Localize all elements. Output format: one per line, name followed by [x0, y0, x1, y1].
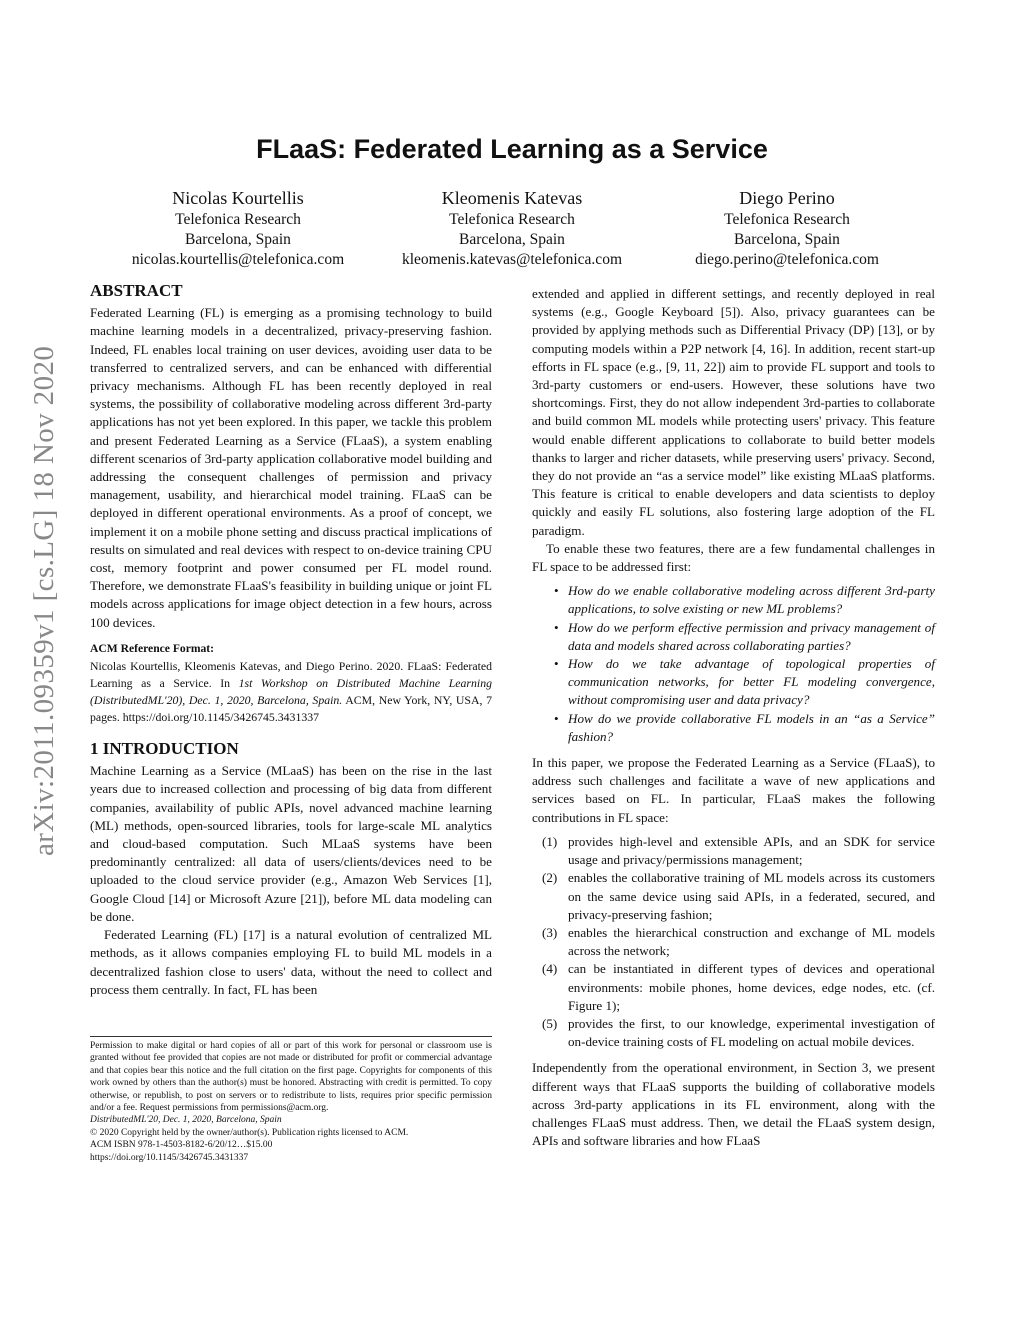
abstract-heading: ABSTRACT	[90, 281, 183, 300]
permission-notice	[90, 1040, 492, 1164]
author-affiliation: Telefonica Research	[724, 211, 850, 228]
author-email: nicolas.kourtellis@telefonica.com	[131, 251, 345, 268]
arxiv-sidebar-stamp: arXiv:2011.09359v1 [cs.LG] 18 Nov 2020	[28, 345, 60, 856]
acm-reference-heading: ACM Reference Format:	[90, 641, 215, 655]
list-text: provides high-level and extensible APIs, and an SDK for service usage and privacy/permissions management;	[568, 833, 935, 868]
author-name: Kleomenis Katevas	[441, 188, 583, 208]
list-item	[532, 833, 935, 869]
author-location: Barcelona, Spain	[459, 231, 565, 248]
list-item	[532, 1015, 935, 1051]
body-paragraph: extended and applied in different settings, and recently deployed in real systems (e.g., Google Keyboard [5]). Also, privacy guarantees can be provided by applying methods such as Differential Privacy (DP) [13], or by computing models within a P2P network [4, 16]. In addition, recent start-up efforts in FL space (e.g., [9, 11, 22]) aim to provide FL support and tools to 3rd-party customers or end-users. However, these solutions have two shortcomings. First, they do not allow independent 3rd-parties to collaborate and build common ML models while protecting users' privacy. This feature would enable different applications to collaborate to build better models thanks to larger and richer datasets, while preserving users' privacy. Second, they do not provide an “as a service model” like existing MLaaS platforms. This feature is critical to enable developers and data scientists to deploy quickly and easily FL solutions, also fostering large adoption of the FL paradigm.	[532, 286, 935, 538]
list-number: (2)	[542, 870, 558, 886]
acm-reference-venue: 1st Workshop on Distributed Machine Learning (DistributedML'20), Dec. 1, 2020, Barcelona, Spain.	[90, 676, 492, 708]
acm-reference-prefix: Nicolas Kourtellis, Kleomenis Katevas, and Diego Perino. 2020. FLaaS: Federated Learning as a Service. In	[90, 659, 492, 691]
list-item: • How do we perform effective permission and privacy management of data and models shared across collaborating parties?	[532, 619, 935, 655]
list-number: (4)	[542, 961, 558, 977]
list-text: can be instantiated in different types of devices and operational environments: mobile phones, home devices, edge nodes, etc. (cf. Figure 1);	[568, 961, 935, 1013]
permission-isbn: ACM ISBN 978-1-4503-8182-6/20/12…$15.00	[90, 1140, 273, 1151]
acm-reference-text	[90, 658, 492, 726]
intro-paragraph: Machine Learning as a Service (MLaaS) has been on the rise in the last years due to increased collection and processing of big data from different companies, availability of public APIs, novel advanced machine learning (ML) methods, open-sourced libraries, tools for large-scale ML analytics and cloud-based computation. Such MLaaS systems have been predominantly centralized: all data of users/clients/devices need to be uploaded to the cloud service provider (e.g., Amazon Web Services [1], Google Cloud [14] or Microsoft Azure [21]), before ML data modeling can be done.	[90, 763, 492, 924]
paper-title: FLaaS: Federated Learning as a Service	[256, 134, 768, 164]
author-location: Barcelona, Spain	[734, 231, 840, 248]
author-location: Barcelona, Spain	[185, 231, 291, 248]
list-text: provides the first, to our knowledge, experimental investigation of on-device training costs of FL modeling on actual mobile devices.	[568, 1015, 935, 1050]
author-block	[622, 186, 952, 270]
body-paragraph: In this paper, we propose the Federated Learning as a Service (FLaaS), to address such challenges and facilitate a wave of new applications and services based on FL. In particular, FLaaS makes the following contributions in FL space:	[532, 755, 935, 825]
list-item	[532, 869, 935, 924]
abstract-text: Federated Learning (FL) is emerging as a promising technology to build machine learning models in a decentralized, privacy-preserving fashion. Indeed, FL enables local training on user devices, avoiding user data to be transferred to centralized servers, and can be enhanced with differential privacy mechanisms. Although FL has been recently deployed in real systems, the possibility of collaborative modeling across different 3rd-party applications has not yet been explored. In this paper, we tackle this problem and present Federated Learning as a Service (FLaaS), a system enabling different scenarios of 3rd-party application collaborative model building and addressing the consequent challenges of permission and privacy management, usability, and hierarchical model training. FLaaS can be deployed in different operational environments. As a proof of concept, we implement it on a mobile phone setting and discuss practical implications of results on simulated and real devices with respect to on-device training CPU cost, memory footprint and power consumed per FL model round. Therefore, we demonstrate FLaaS's feasibility in building unique or joint FL models across applications for image object detection in a few hours, across 100 devices.	[90, 305, 492, 630]
footnote-rule	[90, 1036, 492, 1037]
author-affiliation: Telefonica Research	[175, 211, 301, 228]
permission-venue: DistributedML'20, Dec. 1, 2020, Barcelona, Spain	[90, 1115, 282, 1126]
list-number: (5)	[542, 1015, 558, 1031]
author-email: diego.perino@telefonica.com	[695, 251, 879, 268]
permission-doi: https://doi.org/10.1145/3426745.3431337	[90, 1152, 249, 1163]
list-number: (1)	[542, 833, 558, 849]
author-name: Nicolas Kourtellis	[172, 188, 304, 208]
body-paragraph: To enable these two features, there are a few fundamental challenges in FL space to be addressed first:	[532, 540, 935, 575]
list-item: • How do we enable collaborative modeling across different 3rd-party applications, to solve existing or new ML problems?	[532, 582, 935, 618]
author-affiliation: Telefonica Research	[449, 211, 575, 228]
challenge-list	[532, 582, 935, 746]
contribution-list	[532, 833, 935, 1051]
body-paragraph: Independently from the operational environment, in Section 3, we present different ways that FLaaS supports the building of collaborative models across 3rd-party applications in its FL environment, along with the challenges FLaaS must address. Then, we detail the FLaaS system design, APIs and software libraries and how FLaaS	[532, 1060, 935, 1149]
intro-heading: 1 INTRODUCTION	[90, 739, 239, 759]
list-number: (3)	[542, 924, 558, 940]
list-item	[532, 924, 935, 960]
left-column	[90, 282, 492, 999]
list-text: enables the hierarchical construction and exchange of ML models across the network;	[568, 924, 935, 959]
list-item: • How do we provide collaborative FL models in an “as a Service” fashion?	[532, 710, 935, 746]
list-text: enables the collaborative training of ML models across its customers on the same device using said APIs, in a federated, secured, and privacy-preserving fashion;	[568, 870, 935, 922]
acm-reference-suffix: ACM, New York, NY, USA, 7 pages. https://doi.org/10.1145/3426745.3431337	[90, 693, 493, 725]
list-item	[532, 960, 935, 1015]
right-column	[532, 285, 935, 1150]
author-email: kleomenis.katevas@telefonica.com	[402, 251, 622, 268]
permission-copyright: © 2020 Copyright held by the owner/author(s). Publication rights licensed to ACM.	[90, 1127, 409, 1138]
permission-text: Permission to make digital or hard copies of all or part of this work for personal or classroom use is granted without fee provided that copies are not made or distributed for profit or commercial advantage and that copies bear this notice and the full citation on the first page. Copyrights for components of this work owned by others than the author(s) must be honored. Abstracting with credit is permitted. To copy otherwise, or republish, to post on servers or to redistribute to lists, requires prior specific permission and/or a fee. Request permissions from permissions@acm.org.	[90, 1041, 492, 1114]
author-name: Diego Perino	[739, 188, 835, 208]
intro-paragraph: Federated Learning (FL) [17] is a natural evolution of centralized ML methods, as it allows companies employing FL to build ML models in a decentralized fashion close to users' data, without the need to collect and process them centrally. In fact, FL has been	[90, 927, 492, 997]
list-item: • How do we take advantage of topological properties of communication networks, for better FL modeling convergence, without compromising user and data privacy?	[532, 655, 935, 710]
